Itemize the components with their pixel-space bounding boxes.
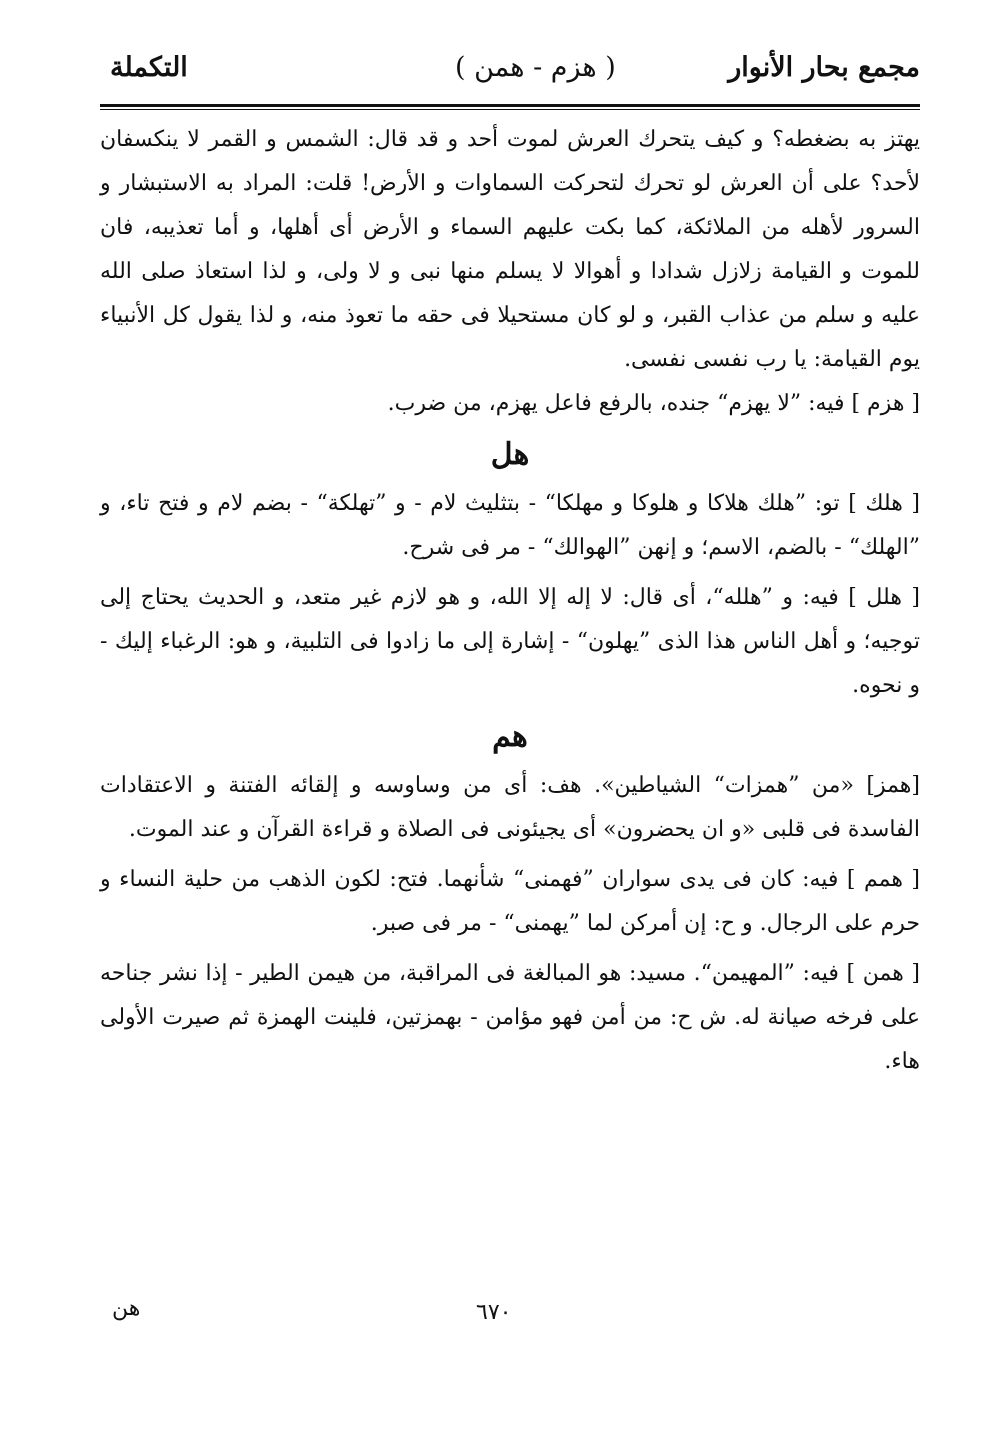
page-number: ٦٧٠ [476, 1300, 512, 1325]
header-rule [100, 104, 920, 110]
paragraph-continuation: يهتز به بضغطه؟ و كيف يتحرك العرش لموت أحد و قد قال: الشمس و القمر لا ينكسفان لأحد؟ على أن العرش لو تحرك لتحركت السماوات و الأرض! قلت: المراد به الاستبشار و السرور لأهله من الملائكة، كما بكت عليهم السماء و الأرض أى أهلها، و أما تعذيبه، فان للموت و القيامة زلازل شدادا و أهوالا لا يسلم منها نبى و لا ولى، و لذا استعاذ صلى الله عليه و سلم من عذاب القبر، و لو كان مستحيلا فى حقه ما تعوذ منه، و لذا يقول كل الأنبياء يوم القيامة: يا رب نفسى نفسى. [100, 127, 920, 372]
running-header [100, 52, 920, 102]
book-title: مجمع بحار الأنوار [728, 52, 920, 83]
paragraph-hamz: [همز] «من ”همزات“ الشياطين». هف: أى من وساوسه و إلقائه الفتنة و الاعتقادات الفاسدة فى قلبى «و ان يحضرون» أى يجيئونى فى الصلاة و قراءة القرآن و عند الموت. [100, 773, 920, 842]
section-heading-hal: هل [490, 437, 530, 472]
paragraph-halak: [ هلك ] تو: ”هلك هلاكا و هلوكا و مهلكا“ - بتثليث لام - و ”تهلكة“ - بضم لام و فتح تاء، و ”الهلك“ - بالضم، الاسم؛ و إنهن ”الهوالك“ - مر فى شرح. [100, 491, 920, 560]
supplement-label: التكملة [110, 52, 188, 83]
entry-range: ( هزم - همن ) [455, 52, 616, 83]
section-heading-ham: هم [492, 719, 528, 754]
paragraph-halal: [ هلل ] فيه: و ”هلله“، أى قال: لا إله إلا الله، و هو لازم غير متعد، و الحديث يحتاج إلى توجيه؛ و أهل الناس هذا الذى ”يهلون“ - إشارة إلى ما زادوا فى التلبية، و هو: الرغباء إليك - و نحوه. [100, 585, 920, 698]
paragraph-hazm: [ هزم ] فيه: ”لا يهزم“ جنده، بالرفع فاعل يهزم، من ضرب. [387, 391, 920, 416]
page-body [100, 118, 920, 1084]
catchword: هن [112, 1296, 141, 1321]
paragraph-haman: [ همن ] فيه: ”المهيمن“. مسيد: هو المبالغة فى المراقبة، من هيمن الطير - إذا نشر جناحه على فرخه صيانة له. ش ح: من أمن فهو مؤامن - بهمزتين، فلينت الهمزة ثم صيرت الأولى هاء. [100, 961, 920, 1074]
paragraph-hamm: [ همم ] فيه: كان فى يدى سواران ”فهمنى“ شأنهما. فتح: لكون الذهب من حلية النساء و حرم على الرجال. و ح: إن أمركن لما ”يهمنى“ - مر فى صبر. [100, 867, 920, 936]
